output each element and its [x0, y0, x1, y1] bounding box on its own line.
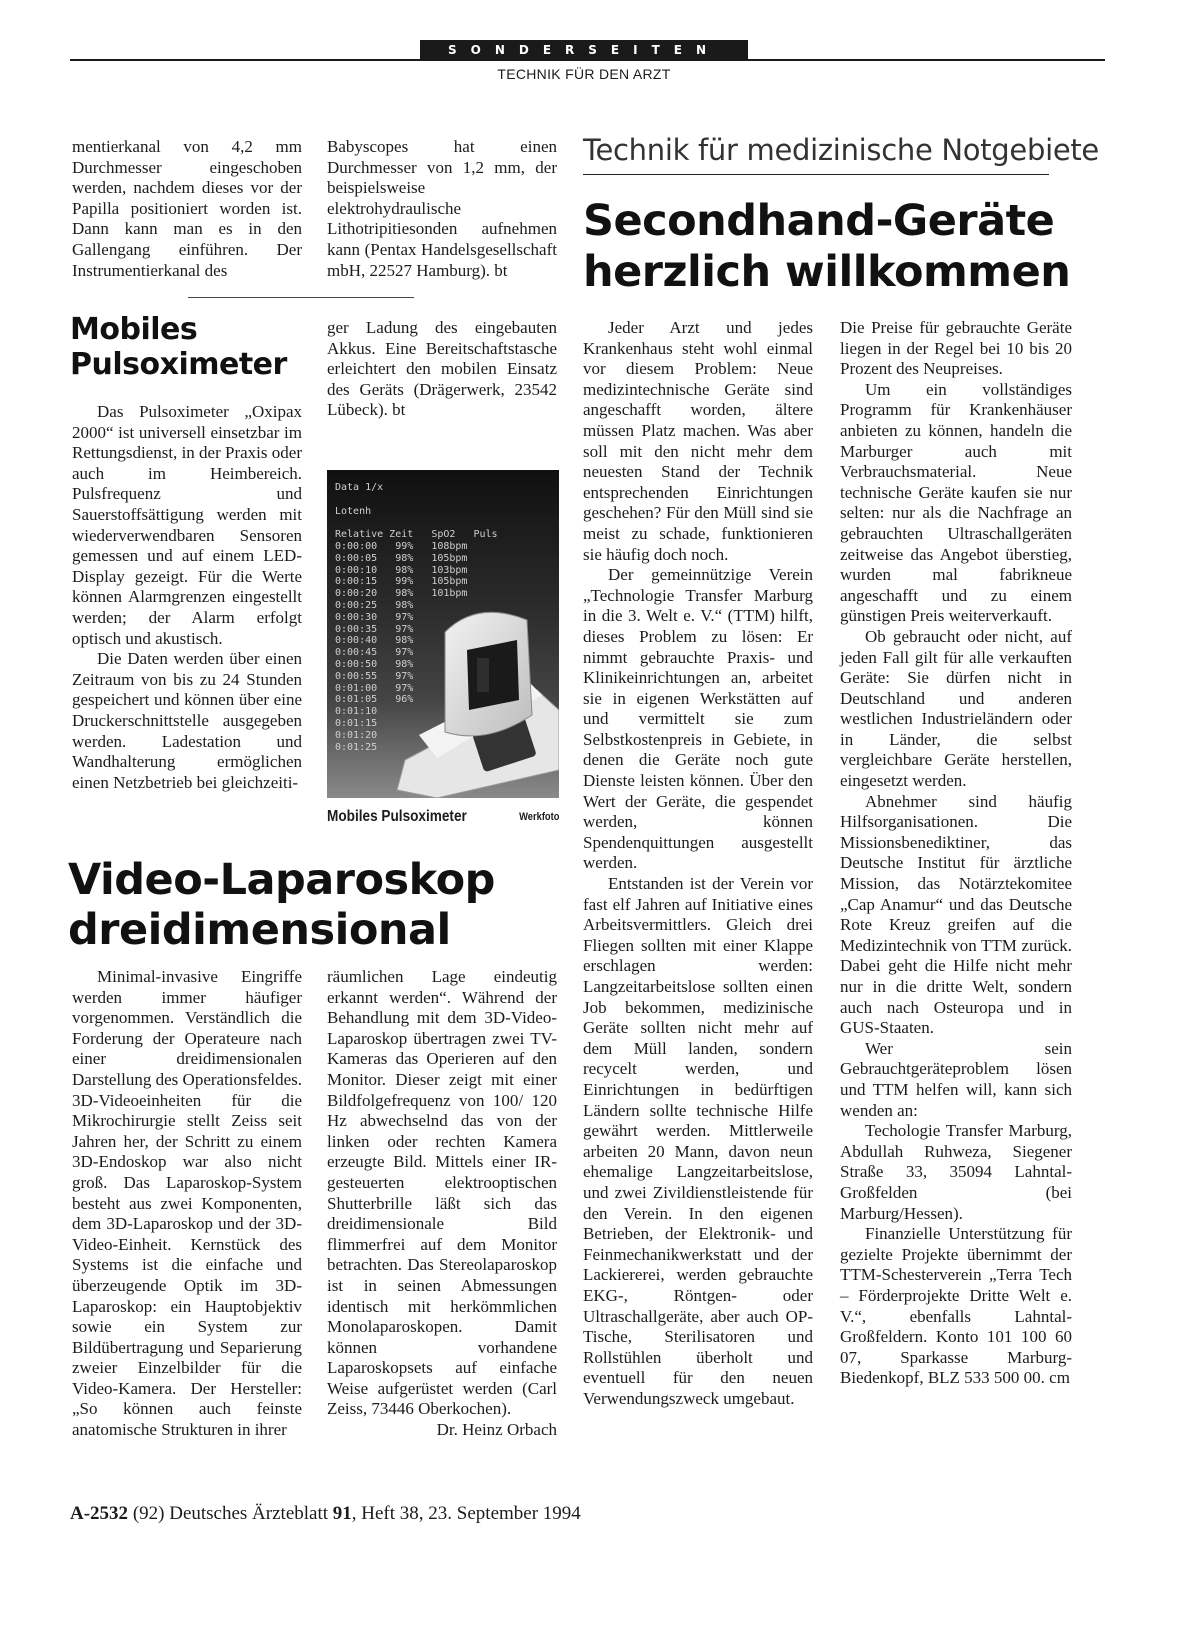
- secondhand-paragraph-4: Die Preise für gebrauchte Geräte liegen in der Regel bei 10 bis 20 Prozent des Neupreises.: [840, 318, 1072, 379]
- secondhand-paragraph-7: Abnehmer sind häufig Hilfsorganisationen. Die Missionsbenediktiner, das Deutsche Institut für ärztliche Mission, das Notärztekomitee „Cap Anamur“ und das Deutsche Rote Kreuz greifen auf die Medizintechnik von TTM zurück. Dabei geht die Hilfe nicht mehr nur in die dritte Welt, sondern auch nach Osteuropa und in GUS-Staaten.: [840, 791, 1072, 1038]
- secondhand-paragraph-9: Techologie Transfer Marburg, Abdullah Ruhweza, Siegener Straße 33, 35094 Lahntal-Großfelden (bei Marburg/Hessen).: [840, 1121, 1072, 1223]
- laparoskop-headline: [68, 855, 495, 955]
- laparoskop-author: Dr. Heinz Orbach: [436, 1420, 557, 1440]
- pulsoximeter-col-1: [72, 402, 302, 793]
- laparoskop-paragraph-2: räumlichen Lage eindeutig erkannt werden“. Während der Behandlung mit dem 3D-Video-Laparoskop übertragen zwei TV-Kameras das Operieren auf den Monitor. Dieser zeigt mit einer Bildfolgefrequenz von 100/ 120 Hz abwechselnd das von der linken oder rechten Kamera erzeugte Bild. Mittels einer IR-gesteuerten elektrooptischen Shutterbrille läßt sich das dreidimensionale Bild flimmerfrei auf dem Monitor betrachten. Das Stereolaparoskop ist in seinen Abmessungen identisch mit herkömmlichen Monolaparoskopen. Damit können vorhandene Laparoskopsets auf einfache Weise aufgerüstet werden (Carl Zeiss, 73446 Oberkochen).: [327, 967, 557, 1419]
- secondhand-col-1: [583, 318, 813, 1409]
- secondhand-headline: [583, 196, 1070, 298]
- pulsoximeter-headline-line-2: Pulsoximeter: [70, 347, 287, 382]
- article-divider: [188, 297, 414, 298]
- pulsoximeter-headline: [70, 312, 287, 382]
- pulsoximeter-device-illustration: [327, 470, 559, 798]
- section-kicker: SONDERSEITEN: [420, 40, 748, 60]
- journal-issue: , Heft 38, 23. September 1994: [351, 1503, 581, 1524]
- laparoskop-headline-line-1: Video-Laparoskop: [68, 855, 495, 905]
- laparoskop-headline-line-2: dreidimensional: [68, 905, 451, 955]
- secondhand-paragraph-2: Der gemeinnützige Verein „Technologie Transfer Marburg in die 3. Welt e. V.“ (TTM) hilft, dieses Problem zu lösen: Er nimmt gebrauchte Praxis- und Klinikeinrichtungen an, arbeitet sie in eigenen Werkstätten auf und vermittelt sie zum Selbstkostenpreis in Gebiete, in denen die Geräte noch gute Dienste leisten können. Über den Wert der Geräte, die gespendet werden, können Spendenquittungen ausgestellt werden.: [583, 565, 813, 873]
- secondhand-paragraph-5: Um ein vollständiges Programm für Krankenhäuser anbieten zu können, handeln die Marburger auch mit Verbrauchsmaterial. Neue technische Geräte kaufen sie nur selten: nur als die Nachfrage an gebrauchten Ultraschallgeräten zeitweise das Angebot überstieg, wurden mal fabrikneue angeschafft und zu einem günstigen Preis weiterverkauft.: [840, 379, 1072, 626]
- page-number: A-2532: [70, 1503, 129, 1524]
- secondhand-paragraph-10: Finanzielle Unterstützung für gezielte Projekte übernimmt der TTM-Schesterverein „Terra Tech – Förderprojekte Dritte Welt e. V.“, ebenfalls Lahntal-Großfeldern. Konto 101 100 60 07, Sparkasse Marburg-Biedenkopf, BLZ 533 500 00. cm: [840, 1224, 1072, 1388]
- laparoskop-col-1: [72, 967, 302, 1441]
- secondhand-headline-line-1: Secondhand-Geräte: [583, 196, 1055, 246]
- continuation-text-2: Babyscopes hat einen Durchmesser von 1,2 mm, der beispielsweise elektrohydraulische Lithotripitiesonden aufnehmen kann (Pentax Handelsgesellschaft mbH, 22527 Hamburg). bt: [327, 137, 557, 280]
- photo-credit: Werkfoto: [518, 811, 559, 823]
- continuation-col-2: [327, 137, 557, 281]
- caption-text: Mobiles Pulsoximeter: [327, 808, 467, 825]
- laparoskop-col-2: [327, 967, 557, 1441]
- pulsoximeter-paragraph-2: Die Daten werden über einen Zeitraum von bis zu 24 Stunden gespeichert und können über eine Druckerschnittstelle ausgegeben werden. Ladestation und Wandhalterung ermöglichen einen Netzbetrieb bei gleichzeiti-: [72, 649, 302, 792]
- journal-name: (92) Deutsches Ärzteblatt: [132, 1503, 329, 1524]
- secondhand-headline-line-2: herzlich willkommen: [583, 247, 1071, 297]
- pulsoximeter-photo: [327, 470, 559, 798]
- secondhand-paragraph-1: Jeder Arzt und jedes Krankenhaus steht wohl einmal vor diesem Problem: Neue medizintechnische Geräte sind angeschafft worden, ältere müssen Platz machen. Was aber soll mit den nicht mehr dem neuesten Stand der Technik entsprechenden Einrichtungen geschehen? Für den Müll sind sie meist zu schade, funktionieren sie häufig doch noch.: [583, 318, 813, 564]
- secondhand-paragraph-3: Entstanden ist der Verein vor fast elf Jahren auf Initiative eines Arbeitsvermittlers. Gleich drei Fliegen sollten mit einer Klappe erschlagen werden: Langzeitarbeitslose sollten einen Job bekommen, medizinische Geräte sollten nicht mehr auf dem Müll landen, sondern recycelt werden, und Einrichtungen in bedürftigen Ländern sollte technische Hilfe gewährt werden. Mittlerweile arbeiten 20 Mann, davon neun ehemalige Langzeitarbeitslose, und zwei Zivildienstleistende für den Verein. In den eigenen Betrieben, der Elektronik- und Feinmechanikwerkstatt und der Lackiererei, werden gebrauchte EKG-, Röntgen- oder Ultraschallgeräte, aber auch OP-Tische, Sterilisatoren und Rollstühlen überholt und eventuell für den neuen Verwendungszweck umgebaut.: [583, 874, 813, 1408]
- photo-caption: [327, 808, 559, 826]
- secondhand-paragraph-6: Ob gebraucht oder nicht, auf jeden Fall gilt für alle verkauften Geräte: Sie dürfen nicht in Deutschland und anderen westlichen Industrieländern oder in Länder, die selbst vergleichbare Geräte herstellen, eingesetzt werden.: [840, 626, 1072, 791]
- section-title: TECHNIK FÜR DEN ARZT: [497, 66, 671, 82]
- secondhand-paragraph-8: Wer sein Gebrauchtgeräteproblem lösen und TTM helfen will, kann sich wenden an:: [840, 1038, 1072, 1120]
- secondhand-kicker-rule: [583, 174, 1049, 175]
- secondhand-kicker: Technik für medizinische Notgebiete: [583, 133, 1099, 167]
- pulsoximeter-headline-line-1: Mobiles: [70, 312, 198, 347]
- continuation-col-1: [72, 137, 302, 281]
- page-footer: [70, 1503, 581, 1525]
- pulsoximeter-paragraph-1: Das Pulsoximeter „Oxipax 2000“ ist universell einsetzbar im Rettungsdienst, in der Praxis oder auch im Heimbereich. Pulsfrequenz und Sauerstoffsättigung werden mit wiederverwendbaren Sensoren gemessen und auf einem LED-Display gezeigt. Für die Werte können Alarmgrenzen eingestellt werden; der Alarm erfolgt optisch und akustisch.: [72, 402, 302, 648]
- continuation-text-1: mentierkanal von 4,2 mm Durchmesser eingeschoben werden, nachdem dieses vor der Papilla positioniert worden ist. Dann kann man es in den Gallengang einführen. Der Instrumentierkanal des: [72, 137, 302, 280]
- pulsoximeter-col-2: [327, 318, 557, 421]
- pulsoximeter-paragraph-3: ger Ladung des eingebauten Akkus. Eine Bereitschaftstasche erleichtert den mobilen Einsatz des Geräts (Drägerwerk, 23542 Lübeck). bt: [327, 318, 557, 420]
- journal-volume: 91: [332, 1503, 352, 1524]
- secondhand-col-2: [840, 318, 1072, 1389]
- header-rule: [70, 59, 1105, 61]
- photo-display-readout: Data 1/x Lotenh Relative Zeit SpO2 Puls 0:00:00 99% 108bpm 0:00:05 98% 105bpm 0:00:10 98% 103bpm 0:00:15 99% 105bpm 0:00:20 98% 101bpm 0:00:25 98% 0:00:30 97% 0:00:35 97% 0:00:40 98% 0:00:45 97% 0:00:50 98% 0:00:55 97% 0:01:00 97% 0:01:05 96% 0:01:10 0:01:15 0:01:20 0:01:25: [335, 482, 498, 753]
- laparoskop-paragraph-1: Minimal-invasive Eingriffe werden immer häufiger vorgenommen. Verständlich die Forderung der Operateure nach einer dreidimensionalen Darstellung des Operationsfeldes. 3D-Videoeinheiten für die Mikrochirurgie stellt Zeiss seit Jahren her, der Schritt zu einem 3D-Endoskop war also nicht groß. Das Laparoskop-System besteht aus zwei Komponenten, dem 3D-Laparoskop und der 3D-Video-Einheit. Kernstück des Systems ist die einfache und überzeugende Optik im 3D-Laparoskop: ein Hauptobjektiv sowie ein System zur Bildübertragung und Separierung zweier Einzelbilder für die Video-Kamera. Der Hersteller: „So können auch feinste anatomische Strukturen in ihrer: [72, 967, 302, 1440]
